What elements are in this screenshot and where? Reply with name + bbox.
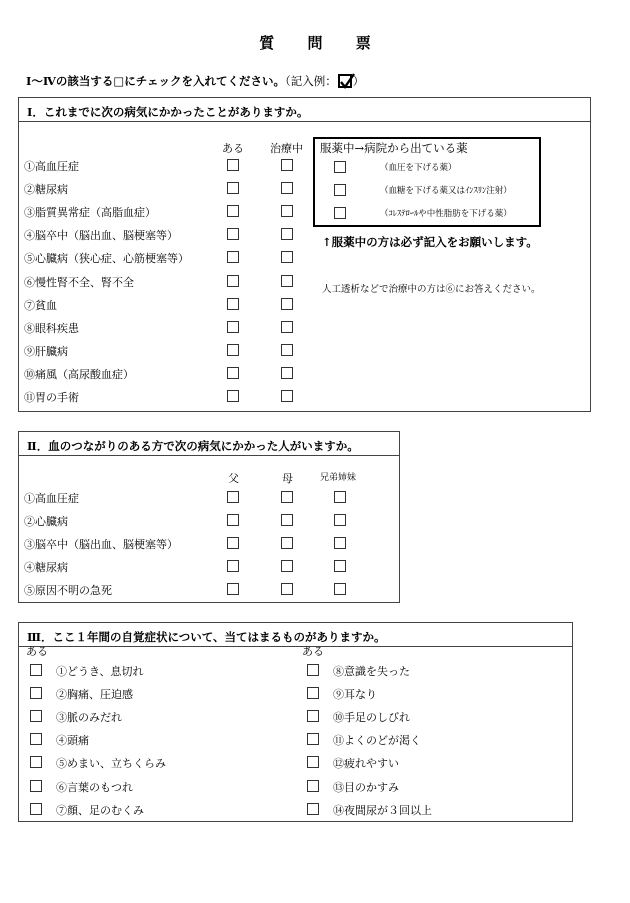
col-have-header: ある — [222, 142, 244, 155]
section-2-heading: Ⅱ．血のつながりのある方で次の病気にかかった人がいますか。 — [19, 432, 399, 456]
symptom-label: ⑤めまい、立ちくらみ — [56, 757, 166, 771]
checkbox-have[interactable] — [227, 159, 239, 171]
checkbox-father[interactable] — [227, 583, 239, 595]
symptom-label: ⑧意識を失った — [333, 665, 410, 678]
checkbox-treating[interactable] — [281, 205, 293, 217]
checkbox-have[interactable] — [227, 275, 239, 287]
med-item-2: （血糖を下げる薬又はｲﾝｽﾘﾝ注射） — [380, 186, 512, 196]
family-disease-label: ①高血圧症 — [24, 492, 79, 505]
checkbox-mother[interactable] — [281, 491, 293, 503]
checkbox-have[interactable] — [227, 367, 239, 379]
symptom-label: ①どうき、息切れ — [56, 665, 144, 678]
checkbox-have[interactable] — [227, 182, 239, 194]
checkbox-symptom[interactable] — [30, 687, 42, 699]
checkbox-treating[interactable] — [281, 344, 293, 356]
symptom-label: ②胸痛、圧迫感 — [56, 688, 133, 702]
instruction — [26, 74, 364, 88]
family-disease-label: ②心臓病 — [24, 515, 68, 529]
checkbox-have[interactable] — [227, 321, 239, 333]
checkbox-have[interactable] — [227, 344, 239, 356]
family-disease-label: ④糖尿病 — [24, 561, 68, 575]
checkbox-symptom[interactable] — [307, 780, 319, 792]
family-disease-label: ③脳卒中（脳出血、脳梗塞等） — [24, 538, 178, 552]
disease-label: ①高血圧症 — [24, 160, 79, 173]
med-item-1: （血圧を下げる薬） — [380, 163, 457, 173]
medication-note: ↑服薬中の方は必ず記入をお願いします。 — [322, 235, 538, 249]
symptom-label: ⑬目のかすみ — [333, 780, 399, 794]
symptom-label: ⑦顔、足のむくみ — [56, 803, 144, 817]
checkbox-siblings[interactable] — [334, 583, 346, 595]
checkbox-symptom[interactable] — [307, 803, 319, 815]
symptom-label: ⑭夜間尿が３回以上 — [333, 803, 432, 817]
symptom-label: ⑥言葉のもつれ — [56, 780, 133, 794]
checkbox-treating[interactable] — [281, 298, 293, 310]
checkbox-symptom[interactable] — [307, 733, 319, 745]
checkbox-siblings[interactable] — [334, 491, 346, 503]
med-item-3: （ｺﾚｽﾃﾛｰﾙや中性脂肪を下げる薬） — [380, 209, 512, 219]
checkbox-symptom[interactable] — [307, 664, 319, 676]
disease-label: ②糖尿病 — [24, 183, 68, 197]
example-open: （記入例： — [284, 74, 337, 88]
checkbox-symptom[interactable] — [30, 733, 42, 745]
col-have-right-header: ある — [302, 645, 324, 658]
checkbox-have[interactable] — [227, 390, 239, 402]
disease-label: ⑥慢性腎不全、腎不全 — [24, 275, 134, 289]
checkbox-med-lipid[interactable] — [334, 207, 346, 219]
disease-label: ⑦貧血 — [24, 298, 57, 312]
checkbox-mother[interactable] — [281, 537, 293, 549]
checkbox-father[interactable] — [227, 560, 239, 572]
symptom-label: ③脈のみだれ — [56, 711, 122, 725]
disease-label: ⑤心臓病（狭心症、心筋梗塞等） — [24, 252, 189, 266]
col-father-header: 父 — [228, 472, 239, 485]
symptom-label: ⑨耳なり — [333, 688, 377, 702]
symptom-label: ⑩手足のしびれ — [333, 711, 410, 725]
checkbox-symptom[interactable] — [307, 687, 319, 699]
disease-label: ⑨肝臓病 — [24, 344, 68, 358]
checkbox-have[interactable] — [227, 251, 239, 263]
checkbox-treating[interactable] — [281, 159, 293, 171]
checkbox-symptom[interactable] — [30, 756, 42, 768]
page-title: 質 問 票 — [259, 34, 385, 52]
checkbox-treating[interactable] — [281, 321, 293, 333]
checkbox-siblings[interactable] — [334, 537, 346, 549]
checkbox-med-bp[interactable] — [334, 161, 346, 173]
checkbox-symptom[interactable] — [30, 803, 42, 815]
checkbox-symptom[interactable] — [30, 710, 42, 722]
checkbox-father[interactable] — [227, 514, 239, 526]
col-have-left-header: ある — [26, 645, 48, 658]
checkbox-father[interactable] — [227, 537, 239, 549]
col-mother-header: 母 — [282, 472, 293, 485]
disease-label: ⑧眼科疾患 — [24, 321, 79, 335]
checkbox-symptom[interactable] — [307, 710, 319, 722]
checkbox-have[interactable] — [227, 298, 239, 310]
symptom-label: ⑪よくのどが渇く — [333, 734, 421, 748]
checkbox-siblings[interactable] — [334, 560, 346, 572]
checked-checkbox-example-icon — [338, 74, 352, 88]
checkbox-siblings[interactable] — [334, 514, 346, 526]
checkbox-treating[interactable] — [281, 390, 293, 402]
dialysis-note: 人工透析などで治療中の方は⑥にお答えください。 — [322, 284, 541, 295]
disease-label: ⑩痛風（高尿酸血症） — [24, 367, 134, 381]
disease-label: ⑪胃の手術 — [24, 391, 79, 404]
instruction-text: Ⅰ～Ⅳの該当する□にチェックを入れてください。 — [26, 74, 285, 88]
medication-header: 服薬中→病院から出ている薬 — [320, 141, 468, 155]
checkbox-mother[interactable] — [281, 514, 293, 526]
checkbox-symptom[interactable] — [307, 756, 319, 768]
section-3-heading: Ⅲ．ここ１年間の自覚症状について、当てはまるものがありますか。 — [19, 623, 572, 647]
checkbox-treating[interactable] — [281, 228, 293, 240]
checkbox-have[interactable] — [227, 205, 239, 217]
section-1-heading: Ⅰ．これまでに次の病気にかかったことがありますか。 — [19, 98, 590, 122]
symptom-label: ⑫疲れやすい — [333, 757, 399, 771]
checkbox-mother[interactable] — [281, 560, 293, 572]
disease-label: ③脂質異常症（高脂血症） — [24, 206, 156, 220]
checkbox-father[interactable] — [227, 491, 239, 503]
col-treating-header: 治療中 — [270, 142, 303, 155]
family-disease-label: ⑤原因不明の急死 — [24, 584, 112, 598]
checkbox-treating[interactable] — [281, 251, 293, 263]
disease-label: ④脳卒中（脳出血、脳梗塞等） — [24, 229, 178, 243]
checkbox-med-glucose[interactable] — [334, 184, 346, 196]
symptom-label: ④頭痛 — [56, 734, 89, 748]
checkbox-treating[interactable] — [281, 367, 293, 379]
checkbox-mother[interactable] — [281, 583, 293, 595]
checkbox-treating[interactable] — [281, 275, 293, 287]
checkbox-have[interactable] — [227, 228, 239, 240]
example-close: ） — [352, 74, 365, 88]
checkbox-treating[interactable] — [281, 182, 293, 194]
checkbox-symptom[interactable] — [30, 780, 42, 792]
checkbox-symptom[interactable] — [30, 664, 42, 676]
col-siblings-header: 兄弟姉妹 — [320, 473, 357, 483]
